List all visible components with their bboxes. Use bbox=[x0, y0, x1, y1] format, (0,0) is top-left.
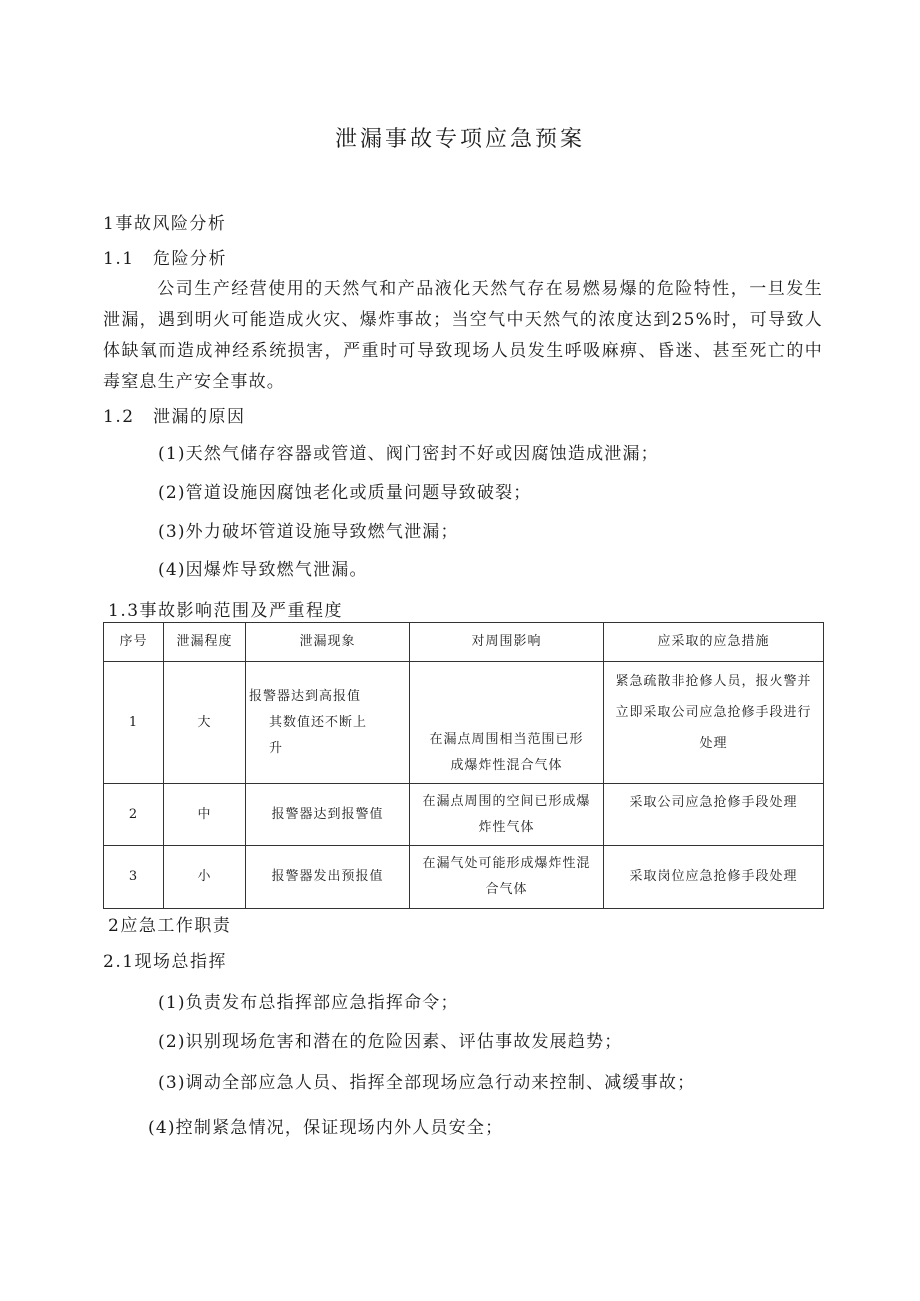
impact-line: 成爆炸性混合气体 bbox=[450, 758, 563, 773]
section-2-1-heading: 2.1现场总指挥 bbox=[103, 952, 228, 972]
row-impact bbox=[410, 662, 604, 784]
leak-cause-item: (2)管道设施因腐蚀老化或质量问题导致破裂； bbox=[158, 483, 532, 503]
row-no: 3 bbox=[104, 846, 164, 909]
table-header-row bbox=[104, 623, 824, 662]
phenomenon-line: 报警器达到高报值 bbox=[249, 688, 362, 704]
row-impact bbox=[410, 846, 604, 909]
impact-line: 炸性气体 bbox=[478, 819, 535, 835]
col-header-measure: 应采取的应急措施 bbox=[604, 623, 824, 662]
row-measure: 采取岗位应急抢修手段处理 bbox=[604, 846, 824, 909]
row-level: 小 bbox=[164, 846, 246, 909]
row-measure: 采取公司应急抢修手段处理 bbox=[604, 784, 824, 846]
leak-cause-item: (4)因爆炸导致燃气泄漏。 bbox=[158, 560, 368, 580]
section-2-heading: 2应急工作职责 bbox=[108, 916, 232, 936]
impact-line: 合气体 bbox=[485, 882, 528, 897]
row-no: 2 bbox=[104, 784, 164, 846]
leak-cause-item: (3)外力破坏管道设施导致燃气泄漏； bbox=[158, 522, 459, 542]
phenomenon-line: 其数值还不断上 bbox=[269, 714, 368, 730]
impact-severity-table bbox=[103, 622, 824, 909]
col-header-phenomenon: 泄漏现象 bbox=[246, 623, 410, 662]
measure-line: 紧急疏散非抢修人员，报火警并 bbox=[615, 674, 812, 689]
impact-line: 在漏点周围相当范围已形 bbox=[429, 732, 584, 747]
row-measure bbox=[604, 662, 824, 784]
table-row bbox=[104, 784, 824, 846]
section-1-1-heading: 1.1 危险分析 bbox=[103, 249, 228, 269]
duty-item: (1)负责发布总指挥部应急指挥命令； bbox=[158, 993, 459, 1013]
hazard-analysis-paragraph bbox=[103, 274, 823, 398]
col-header-no: 序号 bbox=[104, 623, 164, 662]
duty-item: (4)控制紧急情况，保证现场内外人员安全； bbox=[148, 1118, 504, 1138]
duty-item: (3)调动全部应急人员、指挥全部现场应急行动来控制、减缓事故； bbox=[158, 1073, 696, 1093]
table-row bbox=[104, 846, 824, 909]
col-header-impact: 对周围影响 bbox=[410, 623, 604, 662]
row-level: 中 bbox=[164, 784, 246, 846]
row-no: 1 bbox=[104, 662, 164, 784]
section-1-2-heading: 1.2 泄漏的原因 bbox=[103, 407, 246, 427]
row-phenomenon bbox=[246, 662, 410, 784]
row-phenomenon: 报警器发出预报值 bbox=[246, 846, 410, 909]
leak-cause-item: (1)天然气储存容器或管道、阀门密封不好或因腐蚀造成泄漏； bbox=[158, 444, 659, 464]
measure-line: 处理 bbox=[699, 736, 728, 751]
section-1-3-heading: 1.3事故影响范围及严重程度 bbox=[108, 601, 344, 621]
duty-item: (2)识别现场危害和潜在的危险因素、评估事故发展趋势； bbox=[158, 1032, 623, 1052]
measure-line: 立即采取公司应急抢修手段进行 bbox=[615, 705, 812, 720]
hazard-analysis-text: 公司生产经营使用的天然气和产品液化天然气存在易燃易爆的危险特性，一旦发生泄漏，遇到明火可能造成火灾、爆炸事故；当空气中天然气的浓度达到25%时，可导致人体缺氧而造成神经系统损害，严重时可导致现场人员发生呼吸麻痹、昏迷、甚至死亡的中毒窒息生产安全事故。 bbox=[103, 279, 823, 392]
phenomenon-line: 升 bbox=[269, 740, 284, 756]
impact-line: 在漏气处可能形成爆炸性混 bbox=[422, 856, 591, 871]
col-header-level: 泄漏程度 bbox=[164, 623, 246, 662]
section-1-heading: 1事故风险分析 bbox=[103, 214, 227, 234]
row-level: 大 bbox=[164, 662, 246, 784]
table-row bbox=[104, 662, 824, 784]
document-title: 泄漏事故专项应急预案 bbox=[334, 127, 585, 152]
impact-line: 在漏点周围的空间已形成爆 bbox=[422, 793, 591, 809]
row-impact bbox=[410, 784, 604, 846]
row-phenomenon: 报警器达到报警值 bbox=[246, 784, 410, 846]
